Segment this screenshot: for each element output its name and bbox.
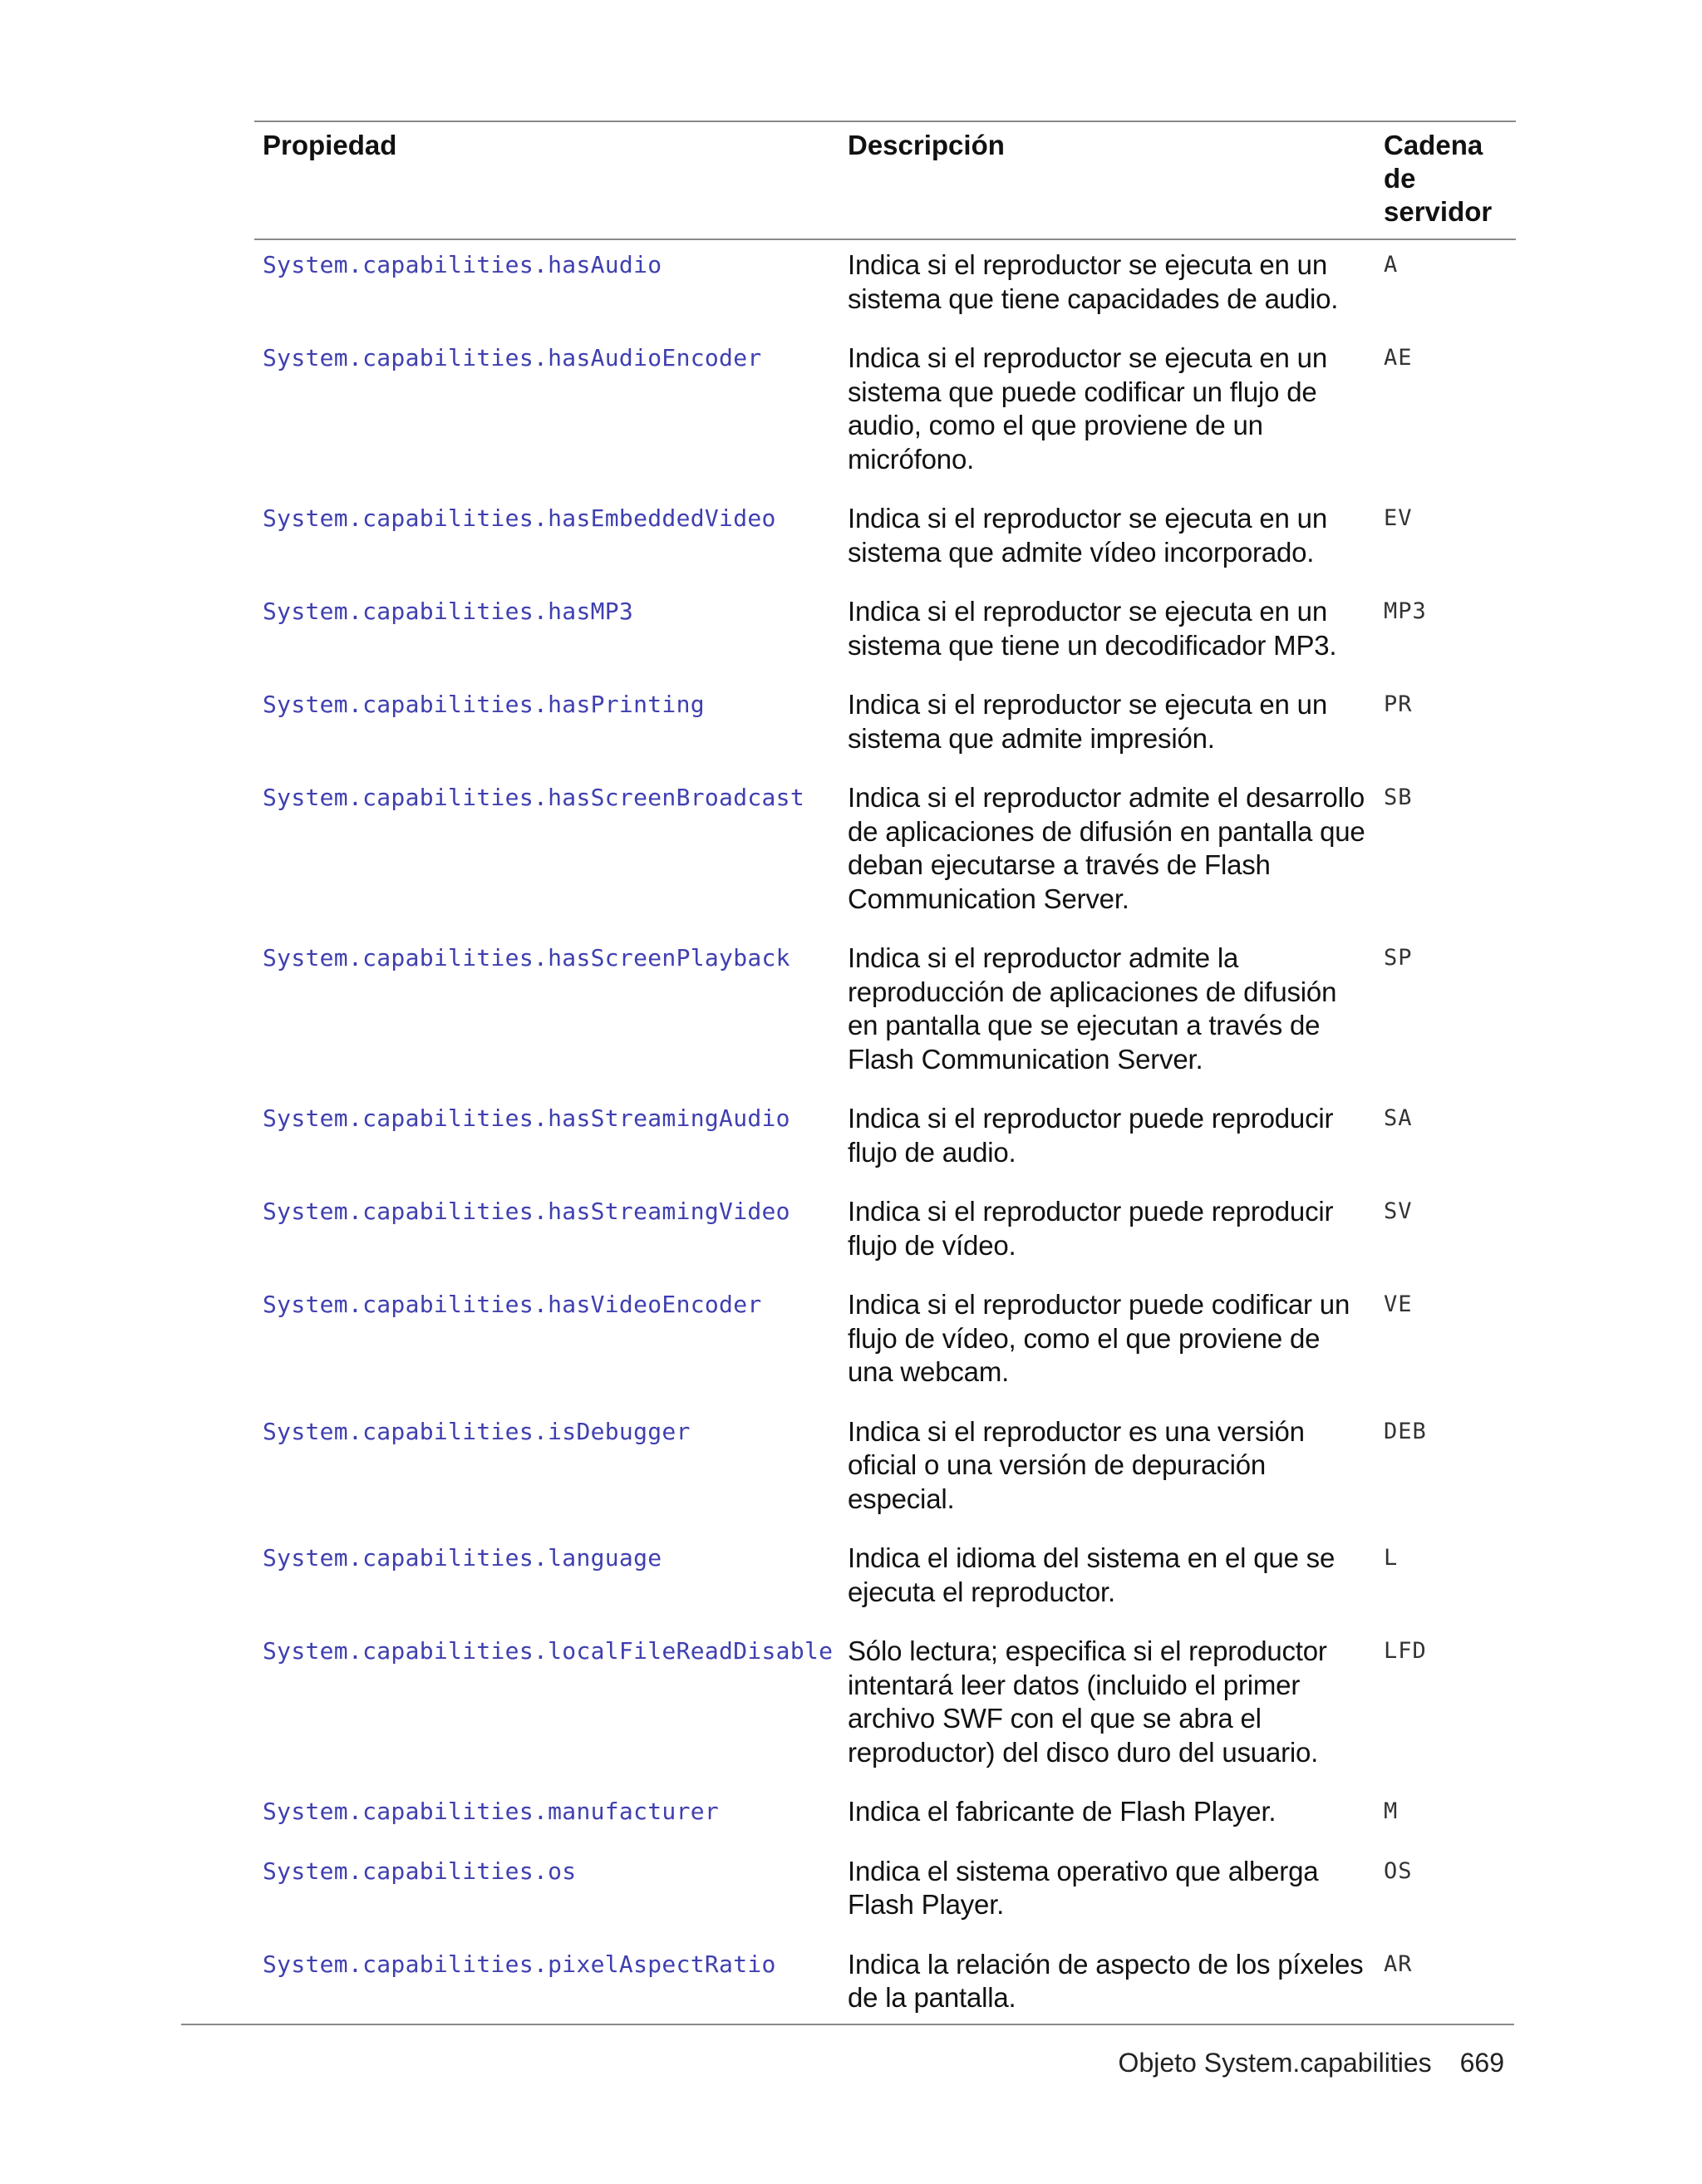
table-row xyxy=(254,1848,1516,1941)
server-string-code: A xyxy=(1384,252,1399,278)
property-description: Indica si el reproductor puede reproducir flujo de vídeo. xyxy=(848,1196,1334,1261)
property-description: Indica el sistema operativo que alberga Flash Player. xyxy=(848,1855,1319,1920)
server-string-code: SV xyxy=(1384,1198,1413,1224)
table-row xyxy=(254,1409,1516,1536)
table-row xyxy=(254,1188,1516,1281)
table-row xyxy=(254,775,1516,935)
property-description: Indica el idioma del sistema en el que se ejecuta el reproductor. xyxy=(848,1542,1336,1607)
property-description: Indica si el reproductor se ejecuta en un sistema que tiene un decodificador MP3. xyxy=(848,596,1337,661)
property-description: Indica el fabricante de Flash Player. xyxy=(848,1796,1276,1827)
table-row xyxy=(254,1788,1516,1848)
property-description: Indica si el reproductor se ejecuta en un sistema que tiene capacidades de audio. xyxy=(848,249,1339,314)
header-description: Descripción xyxy=(848,130,1005,160)
property-name: System.capabilities.hasStreamingAudio xyxy=(263,1104,790,1132)
header-server-string: Cadena de servidor xyxy=(1384,130,1493,227)
property-name: System.capabilities.hasScreenPlayback xyxy=(263,944,790,971)
table-row xyxy=(254,1095,1516,1188)
table-row xyxy=(254,495,1516,588)
property-description: Sólo lectura; especifica si el reproductor intentará leer datos (incluido el primer archivo SWF con el que se abra el reproductor) del disco duro del usuario. xyxy=(848,1636,1327,1768)
table-row xyxy=(254,1941,1516,2034)
property-description: Indica si el reproductor se ejecuta en un sistema que puede codificar un flujo de audio, como el que proviene de un micrófono. xyxy=(848,342,1327,475)
table-row xyxy=(254,588,1516,681)
server-string-code: EV xyxy=(1384,505,1413,531)
server-string-code: MP3 xyxy=(1384,598,1427,624)
server-string-code: AE xyxy=(1384,345,1413,371)
property-description: Indica si el reproductor admite la reproducción de aplicaciones de difusión en pantalla que se ejecutan a través de Flash Communication Server. xyxy=(848,942,1337,1075)
property-description: Indica si el reproductor admite el desarrollo de aplicaciones de difusión en pantalla que deban ejecutarse a través de Flash Communication Server. xyxy=(848,782,1365,914)
property-name: System.capabilities.os xyxy=(263,1857,577,1885)
table-header xyxy=(254,121,1516,239)
server-string-code: SB xyxy=(1384,785,1413,810)
footer-section-title: Objeto System.capabilities xyxy=(1118,2048,1432,2078)
server-string-code: SP xyxy=(1384,945,1413,971)
property-name: System.capabilities.hasMP3 xyxy=(263,598,634,625)
server-string-code: DEB xyxy=(1384,1418,1427,1444)
page-footer xyxy=(1119,2046,1504,2079)
property-name: System.capabilities.hasStreamingVideo xyxy=(263,1198,790,1225)
footer-divider xyxy=(181,2024,1514,2025)
property-name: System.capabilities.manufacturer xyxy=(263,1798,720,1825)
table-row xyxy=(254,1535,1516,1628)
server-string-code: M xyxy=(1384,1798,1399,1824)
table-header-row xyxy=(254,121,1516,239)
property-name: System.capabilities.language xyxy=(263,1544,662,1572)
table-row xyxy=(254,1628,1516,1788)
property-name: System.capabilities.hasAudioEncoder xyxy=(263,344,762,371)
property-description: Indica si el reproductor puede reproducir flujo de audio. xyxy=(848,1103,1334,1168)
server-string-code: VE xyxy=(1384,1291,1413,1317)
server-string-code: PR xyxy=(1384,691,1413,717)
property-description: Indica la relación de aspecto de los píxeles de la pantalla. xyxy=(848,1948,1364,2013)
server-string-code: AR xyxy=(1384,1950,1413,1977)
property-description: Indica si el reproductor puede codificar un flujo de vídeo, como el que proviene de una webcam. xyxy=(848,1289,1350,1387)
properties-table xyxy=(254,121,1516,2034)
property-name: System.capabilities.hasPrinting xyxy=(263,691,705,718)
property-name: System.capabilities.hasEmbeddedVideo xyxy=(263,504,776,532)
header-property: Propiedad xyxy=(263,130,397,160)
property-name: System.capabilities.hasScreenBroadcast xyxy=(263,784,804,811)
property-name: System.capabilities.hasVideoEncoder xyxy=(263,1291,762,1318)
table-row xyxy=(254,1281,1516,1409)
page-number: 669 xyxy=(1459,2048,1504,2078)
server-string-code: OS xyxy=(1384,1857,1413,1884)
property-description: Indica si el reproductor se ejecuta en un sistema que admite impresión. xyxy=(848,689,1327,754)
server-string-code: SA xyxy=(1384,1105,1413,1131)
property-name: System.capabilities.localFileReadDisable xyxy=(263,1637,834,1665)
property-description: Indica si el reproductor es una versión oficial o una versión de depuración especial. xyxy=(848,1415,1305,1514)
property-name: System.capabilities.hasAudio xyxy=(263,251,662,278)
properties-table-container xyxy=(254,121,1516,2034)
server-string-code: LFD xyxy=(1384,1638,1427,1664)
table-body xyxy=(254,239,1516,2034)
table-row xyxy=(254,335,1516,495)
table-row xyxy=(254,681,1516,775)
server-string-code: L xyxy=(1384,1545,1399,1571)
table-row xyxy=(254,239,1516,335)
property-name: System.capabilities.isDebugger xyxy=(263,1417,691,1445)
table-row xyxy=(254,935,1516,1095)
property-description: Indica si el reproductor se ejecuta en un sistema que admite vídeo incorporado. xyxy=(848,503,1327,568)
property-name: System.capabilities.pixelAspectRatio xyxy=(263,1950,776,1978)
